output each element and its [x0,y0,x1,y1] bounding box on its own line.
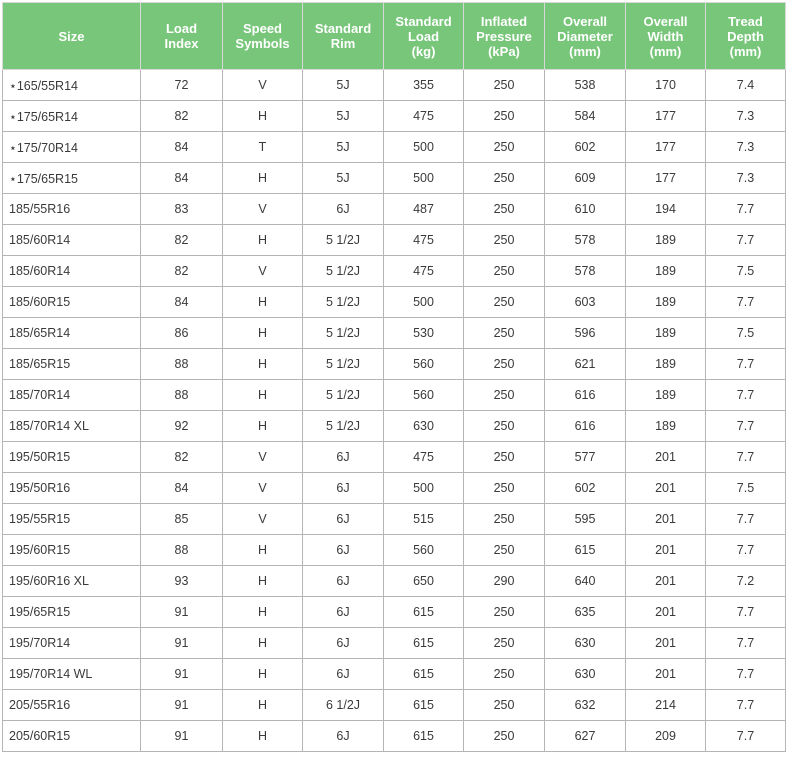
speed-symbol-cell: H [223,535,303,566]
overall-width-cell: 170 [626,70,706,101]
table-row [3,349,786,380]
tread-depth-cell: 7.5 [706,473,786,504]
inflated-pressure-cell: 250 [464,597,545,628]
inflated-pressure-cell: 250 [464,659,545,690]
size-cell: 195/60R15 [3,535,141,566]
tire-spec-table [2,2,786,752]
standard-rim-cell: 6J [303,473,384,504]
speed-symbol-cell: H [223,690,303,721]
inflated-pressure-cell: 250 [464,411,545,442]
standard-rim-cell: 5 1/2J [303,380,384,411]
overall-diameter-cell: 595 [545,504,626,535]
size-cell: 195/70R14 [3,628,141,659]
standard-load-cell: 487 [384,194,464,225]
standard-load-cell: 615 [384,659,464,690]
load-index-cell: 82 [141,442,223,473]
inflated-pressure-cell: 250 [464,535,545,566]
overall-diameter-cell: 596 [545,318,626,349]
standard-rim-cell: 5J [303,163,384,194]
tread-depth-cell: 7.3 [706,132,786,163]
overall-width-cell: 177 [626,101,706,132]
standard-load-cell: 530 [384,318,464,349]
standard-rim-cell: 5 1/2J [303,256,384,287]
table-row [3,194,786,225]
table-row [3,566,786,597]
size-cell: ⋆175/65R14 [3,101,141,132]
overall-diameter-cell: 602 [545,473,626,504]
speed-symbol-cell: H [223,287,303,318]
standard-load-cell: 475 [384,256,464,287]
table-row [3,597,786,628]
tread-depth-cell: 7.5 [706,318,786,349]
overall-width-cell: 201 [626,628,706,659]
table-row [3,318,786,349]
standard-load-cell: 560 [384,380,464,411]
overall-diameter-cell: 602 [545,132,626,163]
tread-depth-cell: 7.7 [706,597,786,628]
speed-symbol-cell: V [223,473,303,504]
inflated-pressure-cell: 250 [464,194,545,225]
inflated-pressure-cell: 250 [464,256,545,287]
overall-diameter-cell: 616 [545,411,626,442]
speed-symbol-cell: H [223,101,303,132]
header-tread-depth: Tread Depth (mm) [706,3,786,70]
size-cell: 195/65R15 [3,597,141,628]
inflated-pressure-cell: 250 [464,721,545,752]
overall-diameter-cell: 578 [545,256,626,287]
table-row [3,411,786,442]
tread-depth-cell: 7.7 [706,225,786,256]
header-overall-width: Overall Width (mm) [626,3,706,70]
inflated-pressure-cell: 250 [464,349,545,380]
inflated-pressure-cell: 250 [464,628,545,659]
inflated-pressure-cell: 250 [464,70,545,101]
table-row [3,504,786,535]
speed-symbol-cell: H [223,566,303,597]
standard-rim-cell: 6 1/2J [303,690,384,721]
load-index-cell: 84 [141,132,223,163]
inflated-pressure-cell: 250 [464,504,545,535]
load-index-cell: 91 [141,659,223,690]
table-row [3,225,786,256]
speed-symbol-cell: V [223,504,303,535]
overall-width-cell: 189 [626,256,706,287]
overall-width-cell: 201 [626,535,706,566]
load-index-cell: 88 [141,349,223,380]
speed-symbol-cell: H [223,225,303,256]
inflated-pressure-cell: 250 [464,473,545,504]
overall-diameter-cell: 635 [545,597,626,628]
overall-diameter-cell: 538 [545,70,626,101]
overall-diameter-cell: 610 [545,194,626,225]
standard-load-cell: 615 [384,721,464,752]
size-cell: 185/60R14 [3,256,141,287]
standard-rim-cell: 6J [303,628,384,659]
header-row [3,3,786,70]
tread-depth-cell: 7.7 [706,659,786,690]
load-index-cell: 86 [141,318,223,349]
load-index-cell: 91 [141,628,223,659]
speed-symbol-cell: V [223,442,303,473]
overall-width-cell: 209 [626,721,706,752]
tread-depth-cell: 7.7 [706,287,786,318]
inflated-pressure-cell: 290 [464,566,545,597]
size-cell: 195/55R15 [3,504,141,535]
size-cell: ⋆175/65R15 [3,163,141,194]
inflated-pressure-cell: 250 [464,318,545,349]
size-cell: 195/50R16 [3,473,141,504]
tread-depth-cell: 7.3 [706,101,786,132]
overall-width-cell: 201 [626,473,706,504]
load-index-cell: 82 [141,256,223,287]
table-row [3,101,786,132]
header-speed-symbols: Speed Symbols [223,3,303,70]
header-inflated-pressure: Inflated Pressure (kPa) [464,3,545,70]
tread-depth-cell: 7.7 [706,349,786,380]
overall-width-cell: 201 [626,659,706,690]
header-load-index: Load Index [141,3,223,70]
overall-diameter-cell: 630 [545,628,626,659]
tread-depth-cell: 7.4 [706,70,786,101]
standard-load-cell: 615 [384,628,464,659]
standard-rim-cell: 6J [303,659,384,690]
size-cell: 185/70R14 [3,380,141,411]
standard-rim-cell: 5 1/2J [303,318,384,349]
load-index-cell: 84 [141,163,223,194]
table-row [3,535,786,566]
speed-symbol-cell: H [223,163,303,194]
size-cell: ⋆175/70R14 [3,132,141,163]
table-row [3,256,786,287]
table-row [3,721,786,752]
standard-load-cell: 500 [384,132,464,163]
table-row [3,287,786,318]
size-cell: ⋆165/55R14 [3,70,141,101]
header-size: Size [3,3,141,70]
size-cell: 205/55R16 [3,690,141,721]
header-overall-diameter: Overall Diameter (mm) [545,3,626,70]
overall-width-cell: 189 [626,225,706,256]
overall-width-cell: 201 [626,597,706,628]
overall-diameter-cell: 615 [545,535,626,566]
overall-diameter-cell: 627 [545,721,626,752]
table-row [3,70,786,101]
overall-width-cell: 194 [626,194,706,225]
tread-depth-cell: 7.2 [706,566,786,597]
tread-depth-cell: 7.7 [706,504,786,535]
speed-symbol-cell: T [223,132,303,163]
overall-diameter-cell: 630 [545,659,626,690]
standard-rim-cell: 6J [303,721,384,752]
load-index-cell: 93 [141,566,223,597]
tread-depth-cell: 7.7 [706,411,786,442]
tread-depth-cell: 7.7 [706,721,786,752]
table-row [3,380,786,411]
speed-symbol-cell: H [223,659,303,690]
inflated-pressure-cell: 250 [464,163,545,194]
standard-load-cell: 615 [384,597,464,628]
tread-depth-cell: 7.7 [706,194,786,225]
overall-width-cell: 189 [626,380,706,411]
load-index-cell: 84 [141,473,223,504]
size-cell: 185/55R16 [3,194,141,225]
standard-rim-cell: 5 1/2J [303,287,384,318]
load-index-cell: 85 [141,504,223,535]
inflated-pressure-cell: 250 [464,132,545,163]
tread-depth-cell: 7.3 [706,163,786,194]
speed-symbol-cell: H [223,318,303,349]
standard-load-cell: 475 [384,442,464,473]
speed-symbol-cell: V [223,256,303,287]
load-index-cell: 83 [141,194,223,225]
size-cell: 185/70R14 XL [3,411,141,442]
speed-symbol-cell: V [223,70,303,101]
table-row [3,132,786,163]
size-cell: 205/60R15 [3,721,141,752]
inflated-pressure-cell: 250 [464,380,545,411]
overall-width-cell: 201 [626,504,706,535]
speed-symbol-cell: H [223,628,303,659]
standard-load-cell: 560 [384,349,464,380]
tread-depth-cell: 7.7 [706,628,786,659]
standard-rim-cell: 5J [303,101,384,132]
size-cell: 185/65R15 [3,349,141,380]
load-index-cell: 88 [141,380,223,411]
speed-symbol-cell: V [223,194,303,225]
header-standard-rim: Standard Rim [303,3,384,70]
table-body [3,70,786,752]
tread-depth-cell: 7.7 [706,380,786,411]
overall-diameter-cell: 603 [545,287,626,318]
load-index-cell: 91 [141,690,223,721]
load-index-cell: 82 [141,225,223,256]
speed-symbol-cell: H [223,349,303,380]
overall-diameter-cell: 584 [545,101,626,132]
speed-symbol-cell: H [223,411,303,442]
overall-width-cell: 177 [626,132,706,163]
standard-rim-cell: 5 1/2J [303,349,384,380]
tread-depth-cell: 7.7 [706,690,786,721]
standard-rim-cell: 5J [303,70,384,101]
standard-load-cell: 500 [384,473,464,504]
tread-depth-cell: 7.7 [706,442,786,473]
size-cell: 195/50R15 [3,442,141,473]
standard-rim-cell: 5 1/2J [303,225,384,256]
inflated-pressure-cell: 250 [464,287,545,318]
standard-load-cell: 475 [384,101,464,132]
tread-depth-cell: 7.7 [706,535,786,566]
standard-rim-cell: 6J [303,504,384,535]
standard-rim-cell: 5 1/2J [303,411,384,442]
overall-width-cell: 177 [626,163,706,194]
overall-diameter-cell: 609 [545,163,626,194]
speed-symbol-cell: H [223,721,303,752]
size-cell: 195/60R16 XL [3,566,141,597]
overall-diameter-cell: 621 [545,349,626,380]
load-index-cell: 72 [141,70,223,101]
standard-load-cell: 630 [384,411,464,442]
standard-rim-cell: 6J [303,566,384,597]
overall-diameter-cell: 578 [545,225,626,256]
standard-rim-cell: 5J [303,132,384,163]
overall-diameter-cell: 616 [545,380,626,411]
load-index-cell: 82 [141,101,223,132]
load-index-cell: 92 [141,411,223,442]
load-index-cell: 91 [141,597,223,628]
speed-symbol-cell: H [223,597,303,628]
load-index-cell: 91 [141,721,223,752]
overall-width-cell: 201 [626,566,706,597]
overall-width-cell: 189 [626,349,706,380]
standard-load-cell: 475 [384,225,464,256]
table-row [3,659,786,690]
standard-load-cell: 515 [384,504,464,535]
inflated-pressure-cell: 250 [464,690,545,721]
size-cell: 185/65R14 [3,318,141,349]
load-index-cell: 88 [141,535,223,566]
speed-symbol-cell: H [223,380,303,411]
size-cell: 195/70R14 WL [3,659,141,690]
table-row [3,442,786,473]
inflated-pressure-cell: 250 [464,101,545,132]
overall-width-cell: 189 [626,411,706,442]
table-row [3,628,786,659]
overall-width-cell: 214 [626,690,706,721]
overall-diameter-cell: 632 [545,690,626,721]
inflated-pressure-cell: 250 [464,225,545,256]
size-cell: 185/60R14 [3,225,141,256]
overall-diameter-cell: 577 [545,442,626,473]
standard-load-cell: 355 [384,70,464,101]
standard-load-cell: 500 [384,163,464,194]
standard-rim-cell: 6J [303,442,384,473]
size-cell: 185/60R15 [3,287,141,318]
standard-load-cell: 560 [384,535,464,566]
standard-rim-cell: 6J [303,597,384,628]
overall-width-cell: 189 [626,318,706,349]
overall-width-cell: 189 [626,287,706,318]
standard-load-cell: 615 [384,690,464,721]
standard-rim-cell: 6J [303,194,384,225]
standard-rim-cell: 6J [303,535,384,566]
inflated-pressure-cell: 250 [464,442,545,473]
overall-width-cell: 201 [626,442,706,473]
overall-diameter-cell: 640 [545,566,626,597]
standard-load-cell: 650 [384,566,464,597]
load-index-cell: 84 [141,287,223,318]
tread-depth-cell: 7.5 [706,256,786,287]
header-standard-load: Standard Load (kg) [384,3,464,70]
standard-load-cell: 500 [384,287,464,318]
table-row [3,473,786,504]
table-row [3,163,786,194]
table-row [3,690,786,721]
